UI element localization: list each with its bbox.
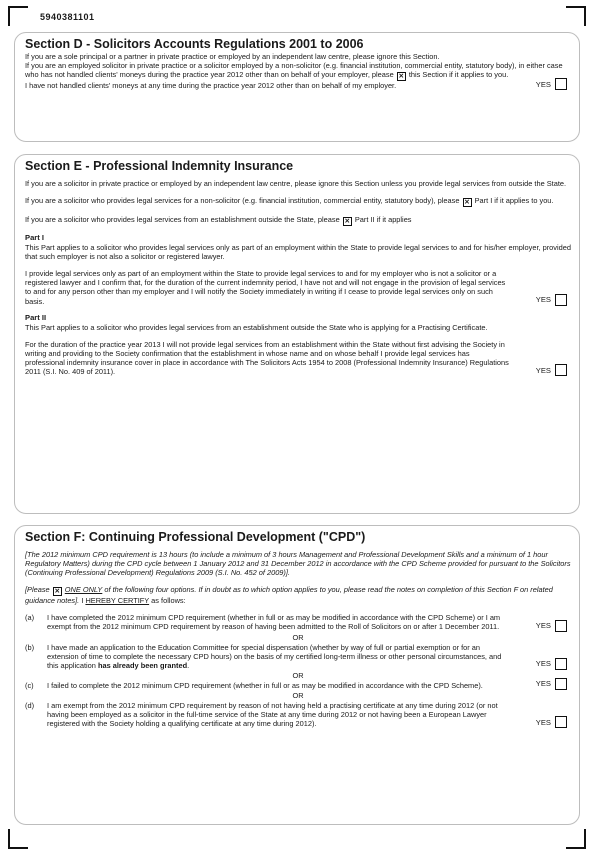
cpd-option-d-yes: YES <box>536 716 567 728</box>
cpd-option-a: (a) I have completed the 2012 minimum CPD requirement (whether in full or as may be modified in accordance with the CPD Scheme) or I am exempt from the 2012 minimum CPD requirement by reason of having been admitted to the Roll of Solicitors on or after 1 December 2011. YES <box>25 613 571 631</box>
section-d-intro: If you are a sole principal or a partner in private practice or employed by an independent law centre, please ignore this Section. <box>25 52 440 61</box>
crop-mark-top-left <box>8 6 28 26</box>
part-1-statement-row <box>25 269 571 305</box>
section-d-statement: I have not handled clients' moneys at any time during the practice year 2012 other than on behalf of my employer. <box>25 81 397 91</box>
section-e-part2-instruction: If you are a solicitor who provides legal services from an establishment outside the State, please ✕ Part II if it applies <box>25 215 412 226</box>
section-f-instruction: [Please ✕ ONE ONLY of the following four options. If in doubt as to which option applies to you, please read the notes on completion of this Section F on related guidance notes]. I HEREBY CERTIFY as follows: <box>25 585 553 606</box>
part-2-description: This Part applies to a solicitor who provides legal services from an establishment outside the State who is applying for a Practising Certificate. <box>25 322 488 332</box>
section-e <box>14 154 580 514</box>
section-d-statement-row <box>25 81 571 90</box>
cpd-option-d-checkbox[interactable] <box>555 716 567 728</box>
cpd-option-d: (d) I am exempt from the 2012 minimum CPD requirement by reason of not having held a practising certificate at any time during 2012 (or not having been employed as a solicitor in the full-time service of the State at any time during 2012 or not having been a European Lawyer registered with the Society holding a qualifying certificate at any time during 2012). YES <box>25 701 571 728</box>
cpd-option-c: (c) I failed to complete the 2012 minimum CPD requirement (whether in full or as may be modified in accordance with the CPD Scheme). YES <box>25 681 571 690</box>
section-d-title: Section D - Solicitors Accounts Regulations 2001 to 2006 <box>25 37 364 51</box>
part-1-yes-checkbox[interactable] <box>555 294 567 306</box>
part-1-heading: Part I <box>25 233 44 243</box>
part-2-yes-checkbox[interactable] <box>555 364 567 376</box>
section-d-yes: YES <box>536 78 567 90</box>
cpd-option-a-yes: YES <box>536 620 567 632</box>
part-2-yes: YES <box>536 364 567 376</box>
part-2-statement-row <box>25 340 571 376</box>
section-f-intro: [The 2012 minimum CPD requirement is 13 hours (to include a minimum of 3 hours Management and Professional Development Skills and a minimum of 1 hour Regulatory Matters) during the CPD cycle between 1 January 2012 and 31 December 2012 in accordance with the CPD Scheme provided for pursuant to the Solicitors (Continuing Professional Development) Regulations 2009 (S.I. No. 452 of 2009)]. <box>25 550 571 578</box>
document-number: 5940381101 <box>40 12 95 22</box>
cpd-option-c-yes: YES <box>536 678 567 690</box>
tick-box-icon: ✕ <box>54 588 60 596</box>
section-d-yes-checkbox[interactable] <box>555 78 567 90</box>
cpd-option-d-text: I am exempt from the 2012 minimum CPD requirement by reason of not having held a practising certificate at any time during 2012 (or not having been employed as a solicitor in the full-time service of the State at any time during 2012 or not having been a European Lawyer registered with the Society holding a qualifying certificate at any time during 2012). <box>47 700 498 729</box>
part-2-statement: For the duration of the practice year 2013 I will not provide legal services from an establishment within the State without first advising the Society in writing and providing to the Society confirmation that the establishment in whose name and on whose behalf I provide legal services has professional indemnity insurance cover in place in accordance with The Solicitors Acts 1954 to 2008 (Professional Indemnity Insurance) Regulations 2011 (S.I. No. 409 of 2011). <box>25 339 509 377</box>
section-e-title: Section E - Professional Indemnity Insurance <box>25 159 294 173</box>
section-f <box>14 525 580 825</box>
or-separator: OR <box>292 690 304 700</box>
part-1-yes: YES <box>536 294 567 306</box>
tick-box-icon: ✕ <box>464 199 470 207</box>
cpd-option-b: (b) I have made an application to the Education Committee for special dispensation (whether by way of full or partial exemption or for an extension of time to complete the necessary CPD hours) on the basis of my certified long-term illness or other personal circumstances, and this application has already been granted. YES <box>25 643 571 670</box>
cpd-option-b-checkbox[interactable] <box>555 658 567 670</box>
cpd-option-c-text: I failed to complete the 2012 minimum CPD requirement (whether in full or as may be modified in accordance with the CPD Scheme). <box>47 680 483 690</box>
section-e-intro: If you are a solicitor in private practice or employed by an independent law centre, please ignore this Section unless you provide legal services from outside the State. <box>25 179 567 188</box>
or-separator: OR <box>292 632 304 642</box>
part-1-statement: I provide legal services only as part of an employment within the State to provide legal services to and for my employer who is not a solicitor or a registered lawyer and I confirm that, for the duration of the current indemnity period, I have not and will not engage in the provision of legal services to and for any person other than my employer and I will notify the Society immediately in writing if I cease to provide legal services only on such basis. <box>25 269 506 306</box>
part-1-description: This Part applies to a solicitor who provides legal services only as part of an employment within the State to provide legal services to and for his/her employer, provided that such employer is not also a solicitor or registered lawyer. <box>25 243 571 262</box>
crop-mark-top-right <box>566 6 586 26</box>
cpd-option-b-yes: YES <box>536 658 567 670</box>
section-d-instruction: If you are an employed solicitor in private practice or a solicitor employed by a non-solicitor (e.g. financial institution, commercial entity, statutory body), in either case who has not handled clients' moneys during the practice year 2012 other than on behalf of your employer, please ✕ this Section if it applies to you. <box>25 61 563 81</box>
section-d <box>14 32 580 142</box>
cpd-option-a-checkbox[interactable] <box>555 620 567 632</box>
cpd-option-c-checkbox[interactable] <box>555 678 567 690</box>
section-f-title: Section F: Continuing Professional Development ("CPD") <box>25 530 366 544</box>
crop-mark-bottom-left <box>8 829 28 849</box>
or-separator: OR <box>292 670 304 680</box>
tick-box-icon: ✕ <box>398 73 404 81</box>
cpd-option-a-text: I have completed the 2012 minimum CPD requirement (whether in full or as may be modified in accordance with the CPD Scheme) or I am exempt from the 2012 minimum CPD requirement by reason of having been admitted to the Roll of Solicitors on or after 1 December 2011. <box>47 613 501 632</box>
cpd-option-b-text: I have made an application to the Education Committee for special dispensation (whether by way of full or partial exemption or for an extension of time to complete the necessary CPD hours) on the basis of my certified long-term illness or other personal circumstances, and this application has already been granted. <box>47 642 502 670</box>
part-2-heading: Part II <box>25 312 47 322</box>
crop-mark-bottom-right <box>566 829 586 849</box>
section-e-part1-instruction: If you are a solicitor who provides legal services for a non-solicitor (e.g. financial institution, commercial entity, statutory body), please ✕ Part I if it applies to you. <box>25 196 554 207</box>
tick-box-icon: ✕ <box>344 218 350 226</box>
